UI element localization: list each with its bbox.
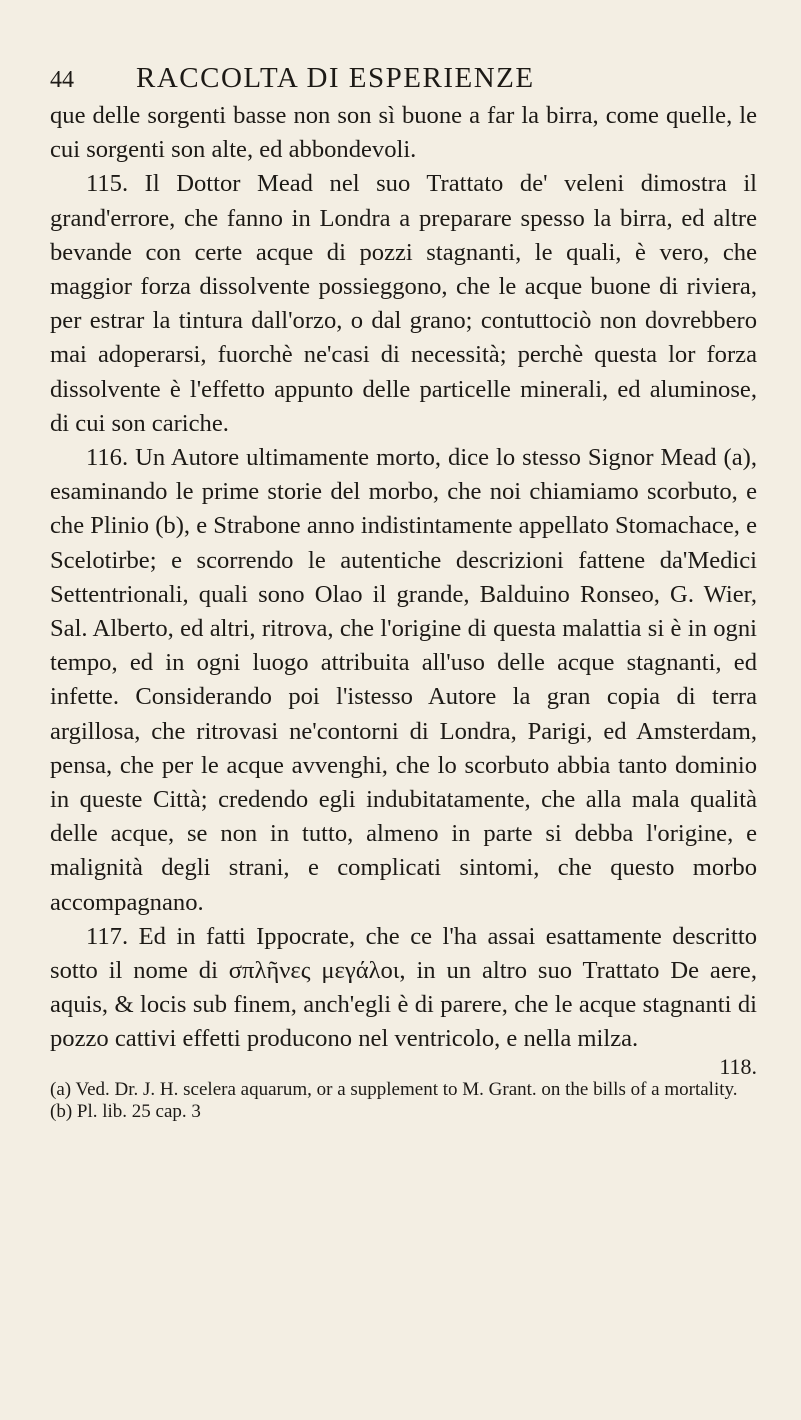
footnotes	[50, 1079, 757, 1123]
page-header	[50, 62, 757, 95]
running-head: RACCOLTA DI ESPERIENZE	[136, 62, 535, 94]
paragraph-115: 115. Il Dottor Mead nel suo Trattato de' veleni dimostra il grand'errore, che fanno in Londra a preparare spesso la birra, ed altre bevande con certe acque di pozzi stagnanti, le quali, è vero, che maggior forza dissolvente possieggono, che le acque buone di riviera, per estrar la tintura dall'orzo, o dal grano; contuttociò non dovrebbero mai adoperarsi, fuorchè ne'casi di necessità; perchè questa lor forza dissolvente è l'effetto appunto delle particelle minerali, ed aluminose, di cui son cariche.	[50, 170, 757, 437]
paragraph-114-continuation: que delle sorgenti basse non son sì buone a far la birra, come quelle, le cui sorgenti son alte, ed abbondevoli.	[50, 102, 757, 164]
catchword: 118.	[719, 1053, 757, 1079]
footnote-b: (b) Pl. lib. 25 cap. 3	[50, 1100, 201, 1122]
page-number: 44	[50, 67, 74, 93]
body-text	[50, 99, 757, 1057]
paragraph-117: 117. Ed in fatti Ippocrate, che ce l'ha assai esattamente descritto sotto il nome di σπλῆνες μεγάλοι, in un altro suo Trattato De aere, aquis, & locis sub finem, anch'egli è di parere, che le acque stagnanti di pozzo cattivi effetti producono nel ventricolo, e nella milza.	[50, 922, 757, 1053]
paragraph-116: 116. Un Autore ultimamente morto, dice lo stesso Signor Mead (a), esaminando le prime storie del morbo, che noi chiamiamo scorbuto, e che Plinio (b), e Strabone anno indistintamente appellato Stomachace, e Scelotirbe; e scorrendo le autentiche descrizioni fattene da'Medici Settentrionali, quali sono Olao il grande, Balduino Ronseo, G. Wier, Sal. Alberto, ed altri, ritrova, che l'origine di questa malattia si è in ogni tempo, ed in ogni luogo attribuita all'uso delle acque stagnanti, ed infette. Considerando poi l'istesso Autore la gran copia di terra argillosa, che ritrovasi ne'contorni di Londra, Parigi, ed Amsterdam, pensa, che per le acque avvenghi, che lo scorbuto abbia tanto dominio in queste Città; credendo egli indubitatamente, che alla mala qualità delle acque, se non in tutto, almeno in parte si debba l'origine, e malignità degli strani, e complicati sintomi, che questo morbo accompagnano.	[50, 444, 757, 916]
footnote-a: (a) Ved. Dr. J. H. scelera aquarum, or a supplement to M. Grant. on the bills of a mortality.	[50, 1078, 738, 1100]
